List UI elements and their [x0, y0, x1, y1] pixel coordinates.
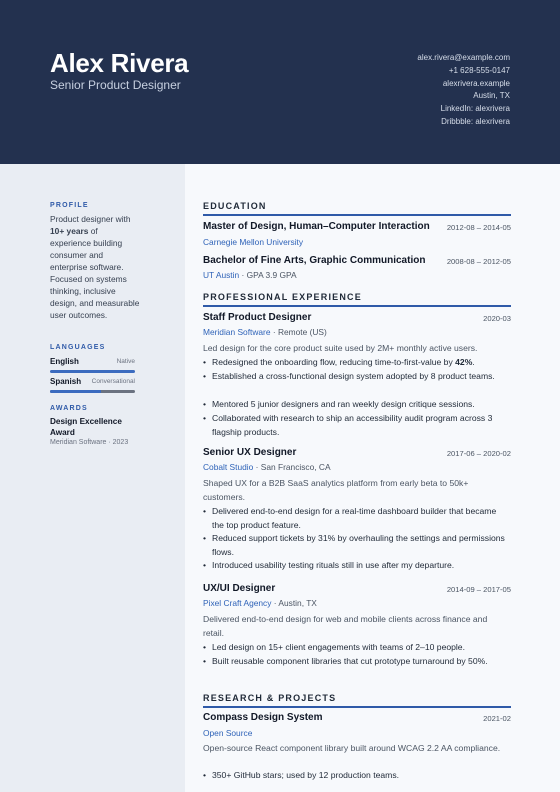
job-company: Meridian Software · Remote (US): [203, 327, 327, 337]
award-title: Design Excellence Award: [50, 417, 122, 437]
project-bullet: • 350+ GitHub stars; used by 12 production teams.: [203, 769, 508, 783]
language-bar-spanish: [50, 390, 135, 393]
profile-heading: PROFILE: [50, 202, 89, 209]
education-title: Bachelor of Fine Arts, Graphic Communication: [203, 255, 426, 266]
job-description: Shaped UX for a B2B SaaS analytics platform from early beta to 50k+ customers.: [203, 478, 469, 502]
profile-text: Product designer with 10+ years of experience building consumer and enterprise software. Focused on systems thinking, inclusive design, and measurable user outcomes.: [50, 214, 140, 320]
job-bullet: • Introduced usability testing rituals still in use after my departure.: [203, 559, 508, 573]
education-title: Master of Design, Human–Computer Interaction: [203, 221, 430, 232]
language-row-spanish: [50, 377, 135, 387]
resume-header: [0, 0, 560, 164]
language-bar-fill: [50, 370, 135, 373]
experience-heading: PROFESSIONAL EXPERIENCE: [203, 292, 362, 302]
candidate-role: Senior Product Designer: [50, 78, 181, 92]
language-row-english: [50, 357, 135, 367]
education-institution: Carnegie Mellon University: [203, 237, 304, 247]
job-description: Led design for the core product suite used by 2M+ monthly active users.: [203, 343, 478, 353]
job-bullet: • Led design on 15+ client engagements with teams of 2–10 people.: [203, 641, 508, 655]
job-company: Cobalt Studio · San Francisco, CA: [203, 462, 331, 472]
job-date: 2020-03: [483, 314, 511, 323]
job-bullet: • Mentored 5 junior designers and ran weekly design critique sessions.: [203, 398, 508, 412]
education-heading: EDUCATION: [203, 201, 267, 211]
job-bullet: • Collaborated with research to ship an accessibility audit program across 3 flagship products.: [203, 412, 508, 440]
education-institution: UT Austin · GPA 3.9 GPA: [203, 270, 297, 280]
candidate-name: Alex Rivera: [50, 48, 189, 78]
project-date: 2021-02: [483, 714, 511, 723]
project-org: Open Source: [203, 728, 253, 738]
language-bar-fill: [50, 390, 101, 393]
contact-website[interactable]: alexrivera.example: [442, 78, 510, 88]
job-bullet: • Delivered end-to-end design for a real-time dashboard builder that became the top product feature.: [203, 505, 508, 533]
contact-phone[interactable]: +1 628-555-0147: [448, 65, 510, 75]
job-bullet: • Established a cross-functional design system adopted by 8 product teams.: [203, 370, 508, 384]
project-title: Compass Design System: [203, 712, 323, 723]
languages-heading: LANGUAGES: [50, 344, 106, 351]
contact-linkedin[interactable]: LinkedIn: alexrivera: [440, 104, 510, 114]
project-description: Open-source React component library built around WCAG 2.2 AA compliance.: [203, 743, 501, 753]
contact-block: [417, 52, 510, 129]
job-company: Pixel Craft Agency · Austin, TX: [203, 598, 317, 608]
job-date: 2017-06 – 2020-02: [446, 449, 511, 458]
job-title: Senior UX Designer: [203, 447, 297, 458]
section-divider: [203, 706, 511, 708]
award-subtitle: Meridian Software · 2023: [50, 439, 129, 446]
contact-email[interactable]: alex.rivera@example.com: [417, 53, 510, 62]
contact-location: Austin, TX: [473, 91, 510, 101]
job-title: UX/UI Designer: [203, 583, 276, 594]
education-date: 2012-08 – 2014-05: [446, 223, 511, 232]
section-divider: [203, 214, 511, 216]
section-divider: [203, 305, 511, 307]
language-level: Conversational: [91, 378, 135, 385]
job-title: Staff Product Designer: [203, 312, 312, 323]
job-bullet: • Redesigned the onboarding flow, reducing time-to-first-value by 42%.: [203, 356, 508, 370]
language-level: Native: [116, 358, 135, 365]
job-description: Delivered end-to-end design for web and mobile clients across finance and retail.: [203, 614, 488, 638]
job-date: 2014-09 – 2017-05: [446, 585, 511, 594]
job-bullet: • Built reusable component libraries that cut prototype turnaround by 50%.: [203, 655, 508, 669]
language-name: English: [50, 357, 79, 366]
research-heading: RESEARCH & PROJECTS: [203, 693, 337, 703]
language-bar-english: [50, 370, 135, 373]
language-name: Spanish: [50, 377, 82, 386]
awards-heading: AWARDS: [50, 405, 88, 412]
job-bullet: • Reduced support tickets by 31% by overhauling the settings and permissions flows.: [203, 532, 508, 560]
education-date: 2008-08 – 2012-05: [446, 257, 511, 266]
contact-dribbble[interactable]: Dribbble: alexrivera: [441, 116, 510, 126]
